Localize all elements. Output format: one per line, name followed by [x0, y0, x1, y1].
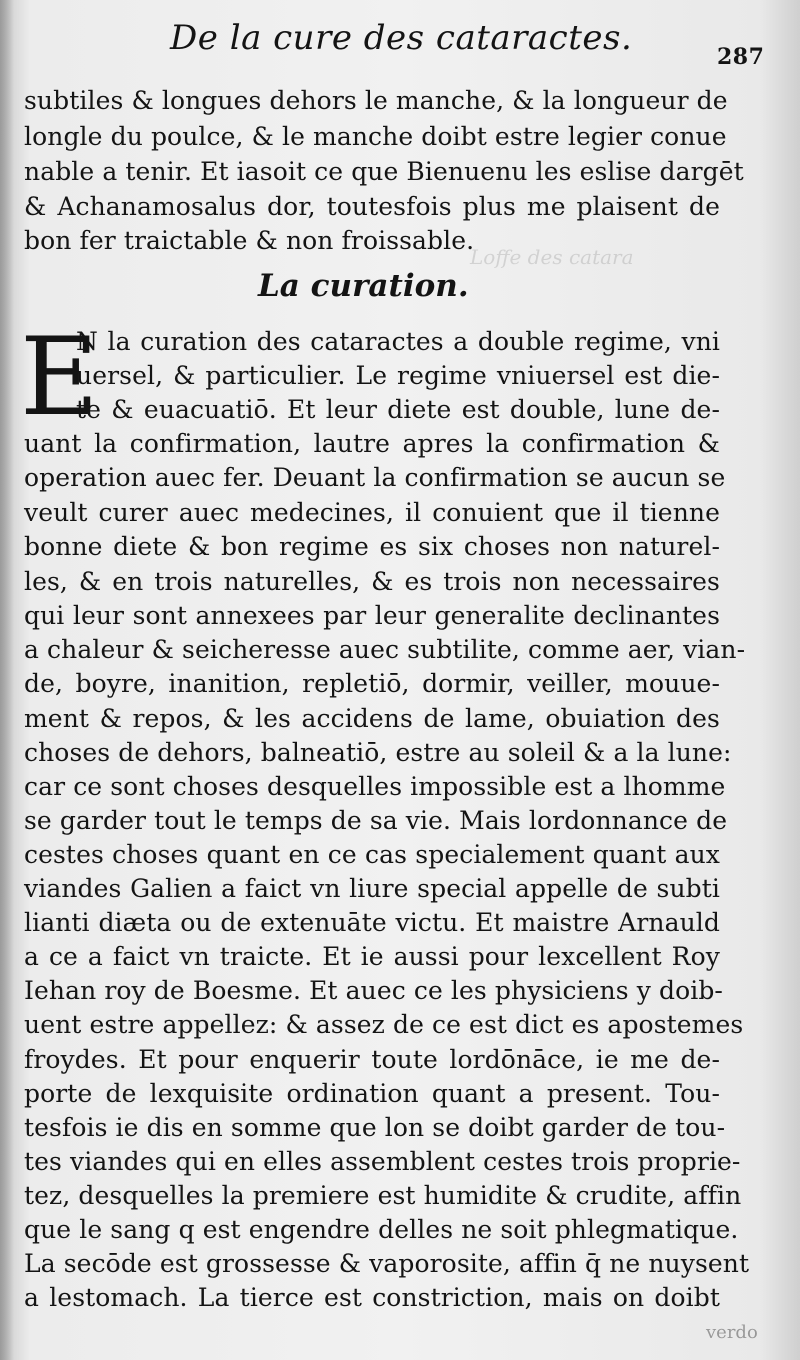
text-line: choses de dehors, balneatiō, estre au soleil & a la lune: — [24, 738, 732, 767]
text-line: que le sang q est engendre delles ne soit phlegmatique. — [24, 1215, 739, 1244]
text-line: bonne diete & bon regime es six choses non naturel- — [24, 532, 720, 561]
text-line: veult curer auec medecines, il conuient que il tienne — [24, 498, 720, 527]
text-line: de, boyre, inanition, repletiō, dormir, veiller, mouue- — [24, 669, 720, 698]
text-line: porte de lexquisite ordination quant a present. Tou- — [24, 1079, 720, 1108]
dropcap-initial: E — [20, 315, 99, 440]
text-line: qui leur sont annexees par leur generalite declinantes — [24, 601, 720, 630]
text-line: longle du poulce, & le manche doibt estre legier conue — [24, 122, 727, 151]
text-line: uent estre appellez: & assez de ce est dict es apostemes — [24, 1010, 744, 1039]
text-line: Iehan roy de Boesme. Et auec ce les physiciens y doib- — [24, 976, 723, 1005]
text-line: car ce sont choses desquelles impossible est a lhomme — [24, 772, 726, 801]
text-line: lianti diæta ou de extenuāte victu. Et maistre Arnauld — [24, 908, 720, 937]
text-line: bon fer traictable & non froissable. — [24, 226, 475, 255]
text-line: a ce a faict vn traicte. Et ie aussi pour lexcellent Roy — [24, 942, 720, 971]
text-line: N la curation des cataractes a double regime, vni — [76, 327, 720, 356]
text-line: a lestomach. La tierce est constriction, mais on doibt — [24, 1283, 720, 1312]
bleed-through-text: Loffe des catara — [470, 245, 634, 269]
catchword: verdo — [706, 1322, 758, 1343]
text-line: tesfois ie dis en somme que lon se doibt garder de tou- — [24, 1113, 726, 1142]
text-line: tes viandes qui en elles assemblent cestes trois proprie- — [24, 1147, 741, 1176]
text-line: a chaleur & seicheresse auec subtilite, comme aer, vian- — [24, 635, 746, 664]
page-gutter-shadow — [0, 0, 14, 1360]
text-line: & Achanamosalus dor, toutesfois plus me plaisent de — [24, 192, 720, 221]
text-line: te & euacuatiō. Et leur diete est double, lune de- — [76, 395, 720, 424]
running-header: De la cure des cataractes. — [170, 18, 633, 58]
text-line: les, & en trois naturelles, & es trois non necessaires — [24, 567, 720, 596]
page-number: 287 — [717, 44, 765, 70]
text-line: cestes choses quant en ce cas specialement quant aux — [24, 840, 720, 869]
text-line: subtiles & longues dehors le manche, & la longueur de — [24, 86, 728, 115]
text-line: nable a tenir. Et iasoit ce que Bienuenu les eslise dargēt — [24, 157, 744, 186]
section-heading: La curation. — [258, 268, 469, 304]
text-line: uersel, & particulier. Le regime vniuersel est die- — [76, 361, 720, 390]
text-line: viandes Galien a faict vn liure special appelle de subti — [24, 874, 720, 903]
text-line: se garder tout le temps de sa vie. Mais lordonnance de — [24, 806, 728, 835]
text-line: tez, desquelles la premiere est humidite & crudite, affin — [24, 1181, 742, 1210]
text-line: froydes. Et pour enquerir toute lordōnāce, ie me de- — [24, 1045, 720, 1074]
text-line: uant la confirmation, lautre apres la confirmation & — [24, 429, 720, 458]
text-line: La secōde est grossesse & vaporosite, affin q̄ ne nuysent — [24, 1249, 750, 1278]
text-line: ment & repos, & les accidens de lame, obuiation des — [24, 704, 720, 733]
text-line: operation auec fer. Deuant la confirmation se aucun se — [24, 463, 726, 492]
